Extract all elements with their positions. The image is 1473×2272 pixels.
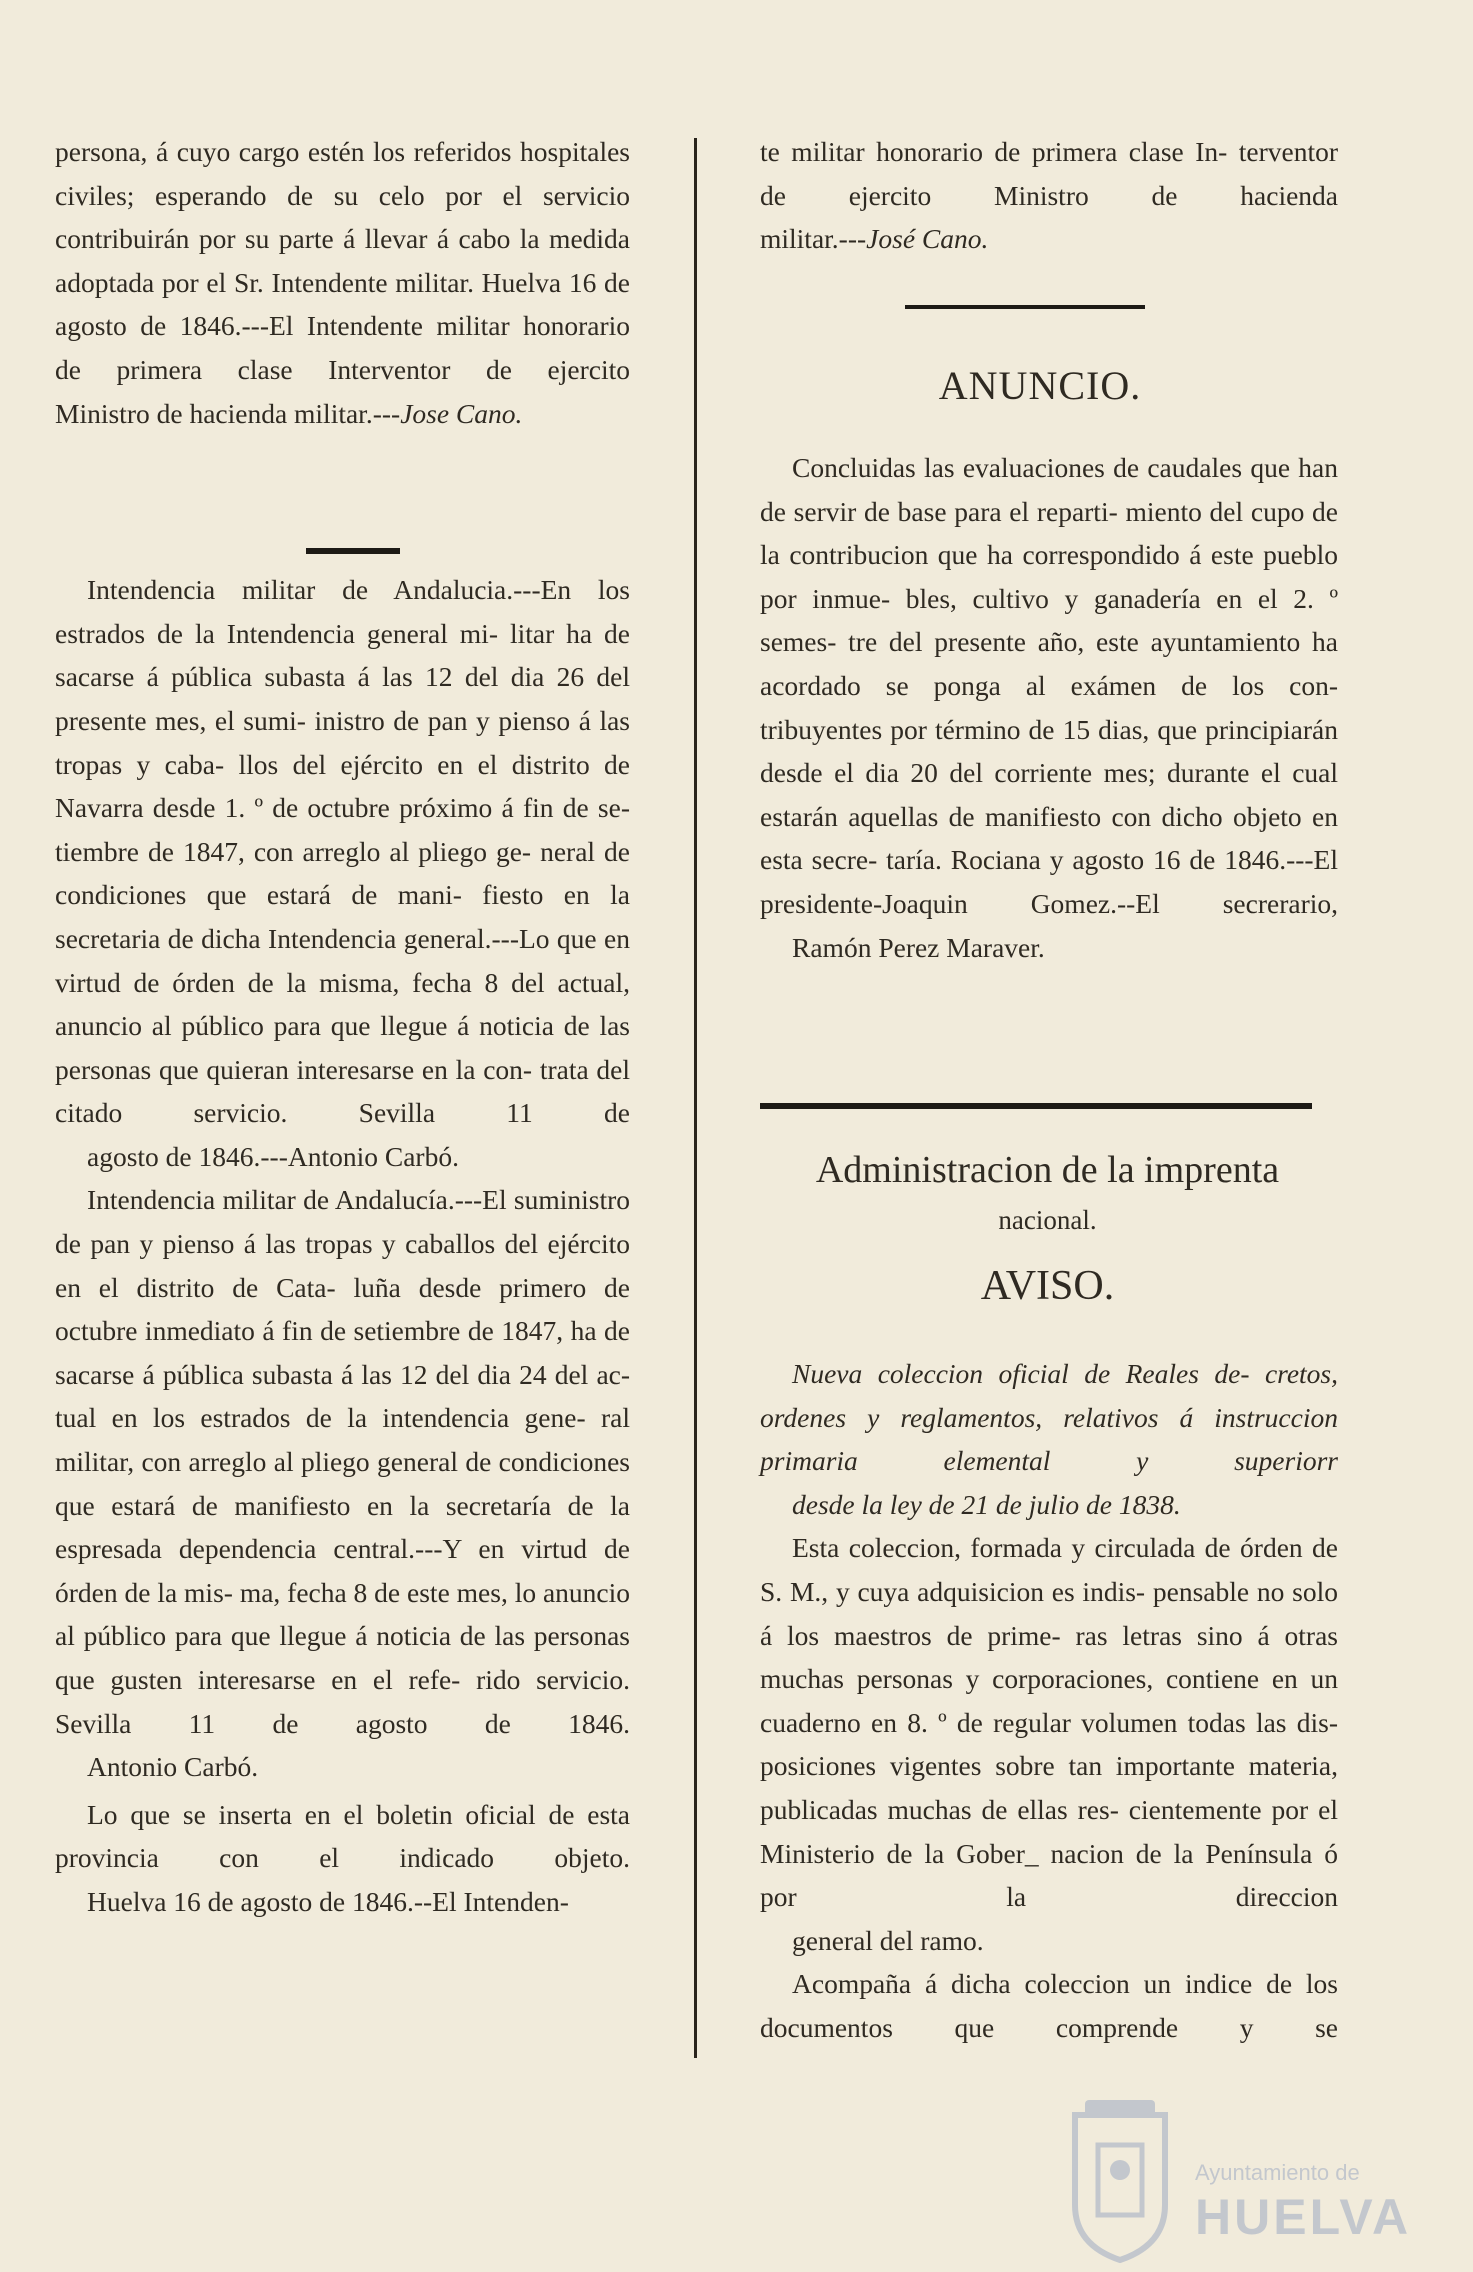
text-line: acordado se ponga al exámen de los con- [760, 669, 1338, 701]
text-line-last: desde la ley de 21 de julio de 1838. [792, 1488, 1181, 1520]
text-line: luña desde primero de octubre inmediato [55, 1271, 631, 1347]
text-line: personas que gusten interesarse en el refe- [55, 1620, 631, 1695]
text-line-last: Huelva 16 de agosto de 1846.--El Intenden- [87, 1885, 569, 1917]
text-line: órden de S. M., y cuya adquisicion es indis- [760, 1532, 1338, 1607]
text-line: terventor de ejercito Ministro de hacienda [760, 136, 1338, 211]
text-line: litar ha de sacarse á pública subasta á las [55, 617, 631, 693]
text-line: cientemente por el Ministerio de la Gober_ [760, 1793, 1338, 1869]
text-line: hospitales civiles; esperando de su celo [55, 136, 630, 211]
right-column [760, 130, 1338, 261]
text-line: tual en los estrados de la intendencia gene- [55, 1402, 586, 1434]
text-line: en 8. º de regular volumen todas las dis- [871, 1706, 1339, 1738]
watermark [1060, 2095, 1412, 2265]
text-line: instruccion primaria elemental y superiorr [760, 1401, 1338, 1477]
text-line: central.---Y en virtud de órden de la mis- [55, 1533, 631, 1608]
text-line: esta provincia con el indicado objeto. [55, 1798, 631, 1874]
text-line: trata del citado servicio. Sevilla 11 de [55, 1053, 630, 1129]
text-line: persona, á cuyo cargo estén los referidos [55, 136, 512, 167]
text-line-last: Ramón Perez Maraver. [792, 931, 1045, 963]
text-line: Lo que se inserta en el boletin oficial de [87, 1798, 575, 1830]
text-line: taría. Rociana y agosto 16 de 1846.---El [886, 844, 1338, 876]
text-line: general.---Lo que en virtud de órden de [55, 922, 630, 998]
text-line: á fin de setiembre de 1847, ha de sacarse á [55, 1315, 630, 1390]
text-line-last: Ministro de hacienda militar.---Jose Cano. [55, 397, 523, 429]
text-line: principiarán desde el dia 20 del corriente [760, 713, 1338, 789]
text-line: ras letras sino á otras muchas personas y [760, 1619, 1338, 1695]
text-line: pensable no solo á los maestros de prime- [760, 1575, 1338, 1651]
paragraph-left-1 [55, 130, 630, 435]
text-line: manifiesto con dicho objeto en esta secre- [760, 800, 1338, 876]
text-line: Acompaña á dicha coleccion un indice [792, 1968, 1253, 2000]
text-line: de primera clase Interventor de ejercito [55, 353, 630, 385]
text-line: Sr. Intendente militar. Huelva 16 de agosto [55, 266, 631, 342]
text-line: llos del ejército en el distrito de Navarra [55, 748, 631, 824]
text-line: miento del cupo de la contribucion que ha [760, 495, 1338, 571]
paragraph-left-4 [55, 1793, 630, 1924]
text-line: pública subasta á las 12 del dia 24 del ac- [162, 1358, 631, 1390]
text-line: presidente-Joaquin Gomez.--El secrerario, [760, 887, 1338, 919]
text-line: la secretaría de la espresada dependencia [55, 1489, 630, 1565]
text-line: tribuyentes por término de 15 dias, que [760, 713, 1198, 745]
text-line: rido servicio. Sevilla 11 de agosto de 1846. [55, 1664, 631, 1739]
text-line: ma, fecha 8 de este mes, lo anuncio [239, 1576, 631, 1608]
text-line-last: general del ramo. [792, 1924, 984, 1956]
text-line: desde 1. º de octubre próximo á fin de se- [152, 792, 630, 824]
anuncio-heading: ANUNCIO. [938, 363, 1142, 408]
text-line: neral de condiciones que estará de mani- [55, 835, 631, 911]
column-divider [694, 138, 697, 2058]
text-line: te militar honorario de primera clase In- [760, 136, 1228, 167]
text-line: la misma, fecha 8 del actual, anuncio al [55, 966, 631, 1042]
watermark-line2: HUELVA [1195, 2189, 1412, 2245]
coat-of-arms-icon [1060, 2095, 1180, 2265]
text-line: de condiciones que estará de manifiesto en [55, 1446, 630, 1521]
text-line: Intendencia militar de Andalucia.---En [87, 574, 572, 606]
text-line: público para que llegue á noticia de las [181, 1010, 631, 1042]
text-line: que han de servir de base para el reparti- [760, 452, 1339, 527]
text-line: bles, cultivo y ganadería en el 2. º semes- [760, 582, 1339, 658]
text-line: Concluidas las evaluaciones de caudales [792, 452, 1243, 483]
paragraph-left-2 [55, 568, 630, 1178]
text-line: caballos del ejército en el distrito de Cata- [55, 1228, 631, 1303]
text-line: fiesto en la secretaria de dicha Intendencia [55, 879, 630, 954]
text-line: corporaciones, contiene en un cuaderno [760, 1663, 1338, 1738]
text-line: tiembre de 1847, con arreglo al pliego ge- [55, 835, 532, 867]
admin-subheading: nacional. [998, 1205, 1097, 1235]
text-line: de 1846.---El Intendente militar honorario [140, 310, 631, 342]
section-divider-mid [905, 305, 1145, 309]
signature-name: Jose Cano. [400, 397, 523, 429]
paragraph-right-0 [760, 130, 1338, 261]
text-line: de los documentos que comprende y se [760, 1968, 1338, 2043]
section-divider-short [306, 548, 400, 554]
text-line: ral militar, con arreglo al pliego general [55, 1402, 631, 1478]
text-line: materia, publicadas muchas de ellas res- [760, 1750, 1338, 1825]
text-line: llevar á cabo la medida adoptada por el [55, 223, 630, 298]
text-line: nacion de la Península ó por la direccion [760, 1837, 1338, 1913]
signature-name: José Cano. [866, 223, 989, 255]
text-line: al público para que llegue á noticia de las [55, 1620, 526, 1652]
paragraph-aviso-body [760, 1526, 1338, 1962]
text-line: tre del presente año, este ayuntamiento ha [848, 626, 1339, 658]
aviso-block [760, 1352, 1338, 2050]
text-line: cretos, ordenes y reglamentos, relativos á [760, 1358, 1339, 1433]
text-line: por el servicio contribuirán por su parte á [55, 179, 630, 255]
text-line: Intendencia militar de Andalucía.---El [87, 1184, 507, 1216]
text-line: suministro de pan y pienso á las tropas y [55, 1184, 630, 1260]
text-line: personas que quieran interesarse en la con- [55, 1053, 533, 1085]
paragraph-aviso-end [760, 1962, 1338, 2049]
text-line-last: militar.---José Cano. [760, 223, 989, 255]
text-line: 12 del dia 26 del presente mes, el sumi- [55, 661, 631, 736]
text-line-last: Antonio Carbó. [87, 1751, 259, 1783]
anuncio-block [760, 446, 1338, 969]
paragraph-anuncio [760, 446, 1338, 969]
text-line: posiciones vigentes sobre tan importante [760, 1750, 1235, 1782]
text-line: mes; durante el cual estarán aquellas de [760, 757, 1338, 832]
text-line: los estrados de la Intendencia general mi- [55, 574, 631, 649]
paragraph-aviso-title [760, 1352, 1338, 1526]
admin-heading: Administracion de la imprenta [815, 1149, 1280, 1191]
text-line: correspondido á este pueblo por inmue- [760, 539, 1339, 614]
paragraph-left-3 [55, 1178, 630, 1788]
text-line: Esta coleccion, formada y circulada de [792, 1532, 1231, 1564]
watermark-line1: Ayuntamiento de [1195, 2160, 1360, 2185]
left-column [55, 130, 630, 1924]
text-line: Nueva coleccion oficial de Reales de- [792, 1358, 1250, 1389]
text-line: inistro de pan y pienso á las tropas y caba- [55, 704, 630, 780]
text-line-last: agosto de 1846.---Antonio Carbó. [87, 1140, 459, 1172]
section-divider-long [760, 1103, 1312, 1109]
aviso-heading: AVISO. [980, 1263, 1115, 1309]
